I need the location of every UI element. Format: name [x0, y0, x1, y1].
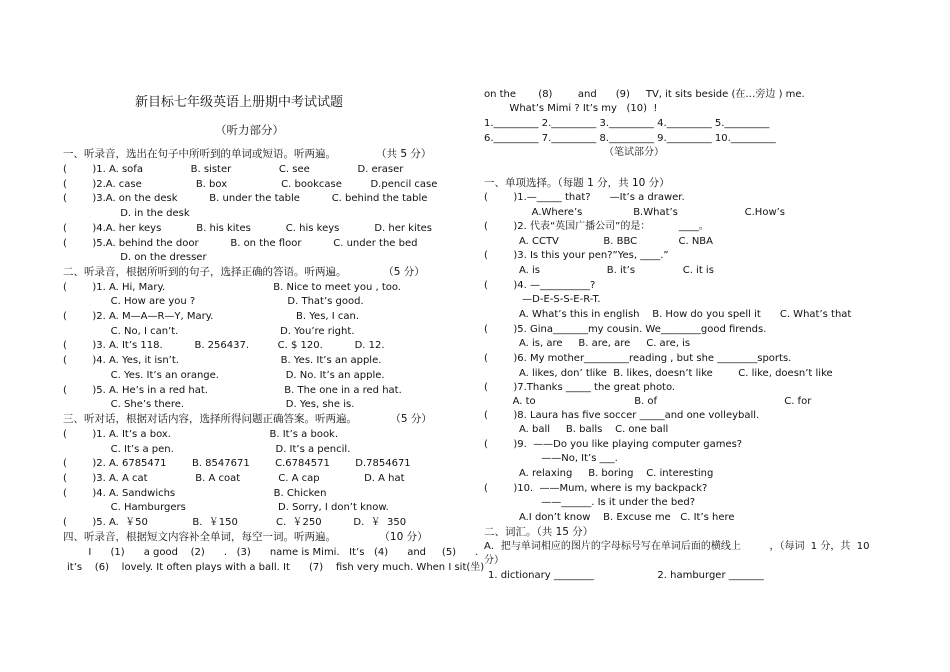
question-line: A. to B. of C. for	[484, 396, 812, 407]
question-line: A. What’s this in english B. How do you spell it C. What’s that	[484, 309, 852, 320]
question-line: ( )8. Laura has five soccer _____and one volleyball.	[484, 410, 760, 421]
vocab-instruction-1: A．把与单词相应的图片的字母标号写在单词后面的横线上 ，（每词 1 分，共 10	[484, 541, 870, 552]
question-line: C. It’s a pen. D. It’s a pencil.	[63, 444, 351, 455]
question-line: ( )7.Thanks _____ the great photo.	[484, 382, 676, 393]
cloze-line-2: it’s (6) lovely. It often plays with a ball. It (7) fish very much. When I sit(坐)	[67, 562, 485, 573]
question-line: —D-E-S-S-E-R-T.	[484, 294, 601, 305]
question-line: ( )5. A. He’s in a red hat. B. The one in a red hat.	[63, 385, 402, 396]
question-line: ( )1. A. It’s a box. B. It’s a book.	[63, 429, 339, 440]
section-a-heading: 一、单项选择。（每题 1 分，共 10 分）	[484, 177, 670, 189]
question-line: ( )4. A. Yes, it isn’t. B. Yes. It’s an apple.	[63, 355, 382, 366]
question-line: C. Yes. It’s an orange. D. No. It’s an apple.	[63, 370, 385, 381]
question-line: ( )5. Gina_______my cousin. We________good firends.	[484, 324, 767, 335]
cloze-line-4: What’s Mimi ? It’s my (10) !	[484, 103, 658, 114]
question-line: A. likes, don’ tlike B. likes, doesn’t like C. like, doesn’t like	[484, 368, 833, 379]
question-line: ( )2. A. 6785471 B. 8547671 C.6784571 D.7854671	[63, 458, 411, 469]
question-line: C. She’s there. D. Yes, she is.	[63, 399, 355, 410]
question-line: ( )2. 代表“英国广播公司”的是： ____。	[484, 221, 709, 232]
question-line: C. How are you ? D. That’s good.	[63, 296, 364, 307]
section-2-heading: 二、听录音，根据所听到的句子，选择正确的答语。听两遍。 （5 分）	[63, 266, 425, 278]
question-line: ( )6. My mother_________reading , but she ________sports.	[484, 353, 792, 364]
question-line: ( )1. A. sofa B. sister C. see D. eraser	[63, 164, 404, 175]
question-line: ( )4.A. her keys B. his kites C. his keys D. her kites	[63, 223, 433, 234]
question-line: ( )1. A. Hi, Mary. B. Nice to meet you , too.	[63, 282, 401, 293]
question-line: ( )4. —__________?	[484, 280, 596, 291]
question-line: ( )3. Is this your pen?”Yes, ____.”	[484, 250, 669, 261]
question-line: ——______. Is it under the bed?	[484, 497, 696, 508]
question-line: A. ball B. balls C. one ball	[484, 424, 669, 435]
question-line: ( )2. A. M—A—R—Y, Mary. B. Yes, I can.	[63, 311, 360, 322]
cloze-line-1: I (1) a good (2) . (3) name is Mimi. It’s (4) and (5) .	[63, 547, 479, 558]
question-line: D. in the desk	[63, 208, 190, 219]
question-line: C. Hamburgers D. Sorry, I don’t know.	[63, 502, 389, 513]
question-line: ( )3.A. on the desk B. under the table C. behind the table	[63, 193, 428, 204]
question-line: ( )4. A. Sandwichs B. Chicken	[63, 488, 327, 499]
question-line: A.Where’s B.What’s C.How’s	[484, 207, 786, 218]
question-line: ( )9. ——Do you like playing computer games?	[484, 439, 743, 450]
question-line: A. is, are B. are, are C. are, is	[484, 338, 691, 349]
question-line: C. No, I can’t. D. You’re right.	[63, 326, 355, 337]
question-line: A.I don’t know B. Excuse me C. It’s here	[484, 512, 735, 523]
written-heading: （笔试部分）	[604, 147, 664, 158]
question-line: ( )5. A. ￥50 B. ￥150 C. ￥250 D. ￥ 350	[63, 517, 407, 528]
question-line: A. CCTV B. BBC C. NBA	[484, 236, 713, 247]
question-line: ( )3. A. A cat B. A coat C. A cap D. A hat	[63, 473, 405, 484]
question-line: ( )3. A. It’s 118. B. 256437. C. $ 120. D. 12.	[63, 340, 385, 351]
cloze-line-3: on the (8) and (9) TV, it sits beside (在…旁边 ) me.	[484, 89, 805, 100]
question-line: ( )5.A. behind the door B. on the floor C. under the bed	[63, 238, 418, 249]
exam-title: 新目标七年级英语上册期中考试试题	[135, 95, 344, 110]
section-b-heading: 二、词汇。（共 15 分）	[484, 526, 594, 538]
answer-blanks-2: 6._________ 7._________ 8._________ 9._________ 10._________	[484, 133, 776, 144]
question-line: ——No, It’s ___.	[484, 453, 618, 464]
question-line: A. relaxing B. boring C. interesting	[484, 468, 714, 479]
question-line: D. on the dresser	[63, 252, 207, 263]
section-4-heading: 四、听录音，根据短文内容补全单词，每空一词。听两遍。 （10 分）	[63, 531, 428, 543]
question-line: ( )2.A. case B. box C. bookcase D.pencil case	[63, 179, 438, 190]
section-3-heading: 三、听对话，根据对话内容，选择所得问题正确答案。听两遍。 （5 分）	[63, 413, 432, 425]
question-line: ( )10. ——Mum, where is my backpack?	[484, 483, 708, 494]
vocab-instruction-2: 分）	[484, 555, 504, 566]
section-1-heading: 一、听录音，选出在句子中所听到的单词或短语。听两遍。 （共 5 分）	[63, 148, 432, 160]
vocab-line: 1. dictionary ________ 2. hamburger _______	[488, 570, 764, 581]
listening-heading: （听力部分）	[215, 123, 284, 137]
question-line: A. is B. it’s C. it is	[484, 265, 714, 276]
question-line: ( )1.—_____ that? —It’s a drawer.	[484, 192, 685, 203]
answer-blanks-1: 1._________ 2._________ 3._________ 4._________ 5._________	[484, 118, 770, 129]
